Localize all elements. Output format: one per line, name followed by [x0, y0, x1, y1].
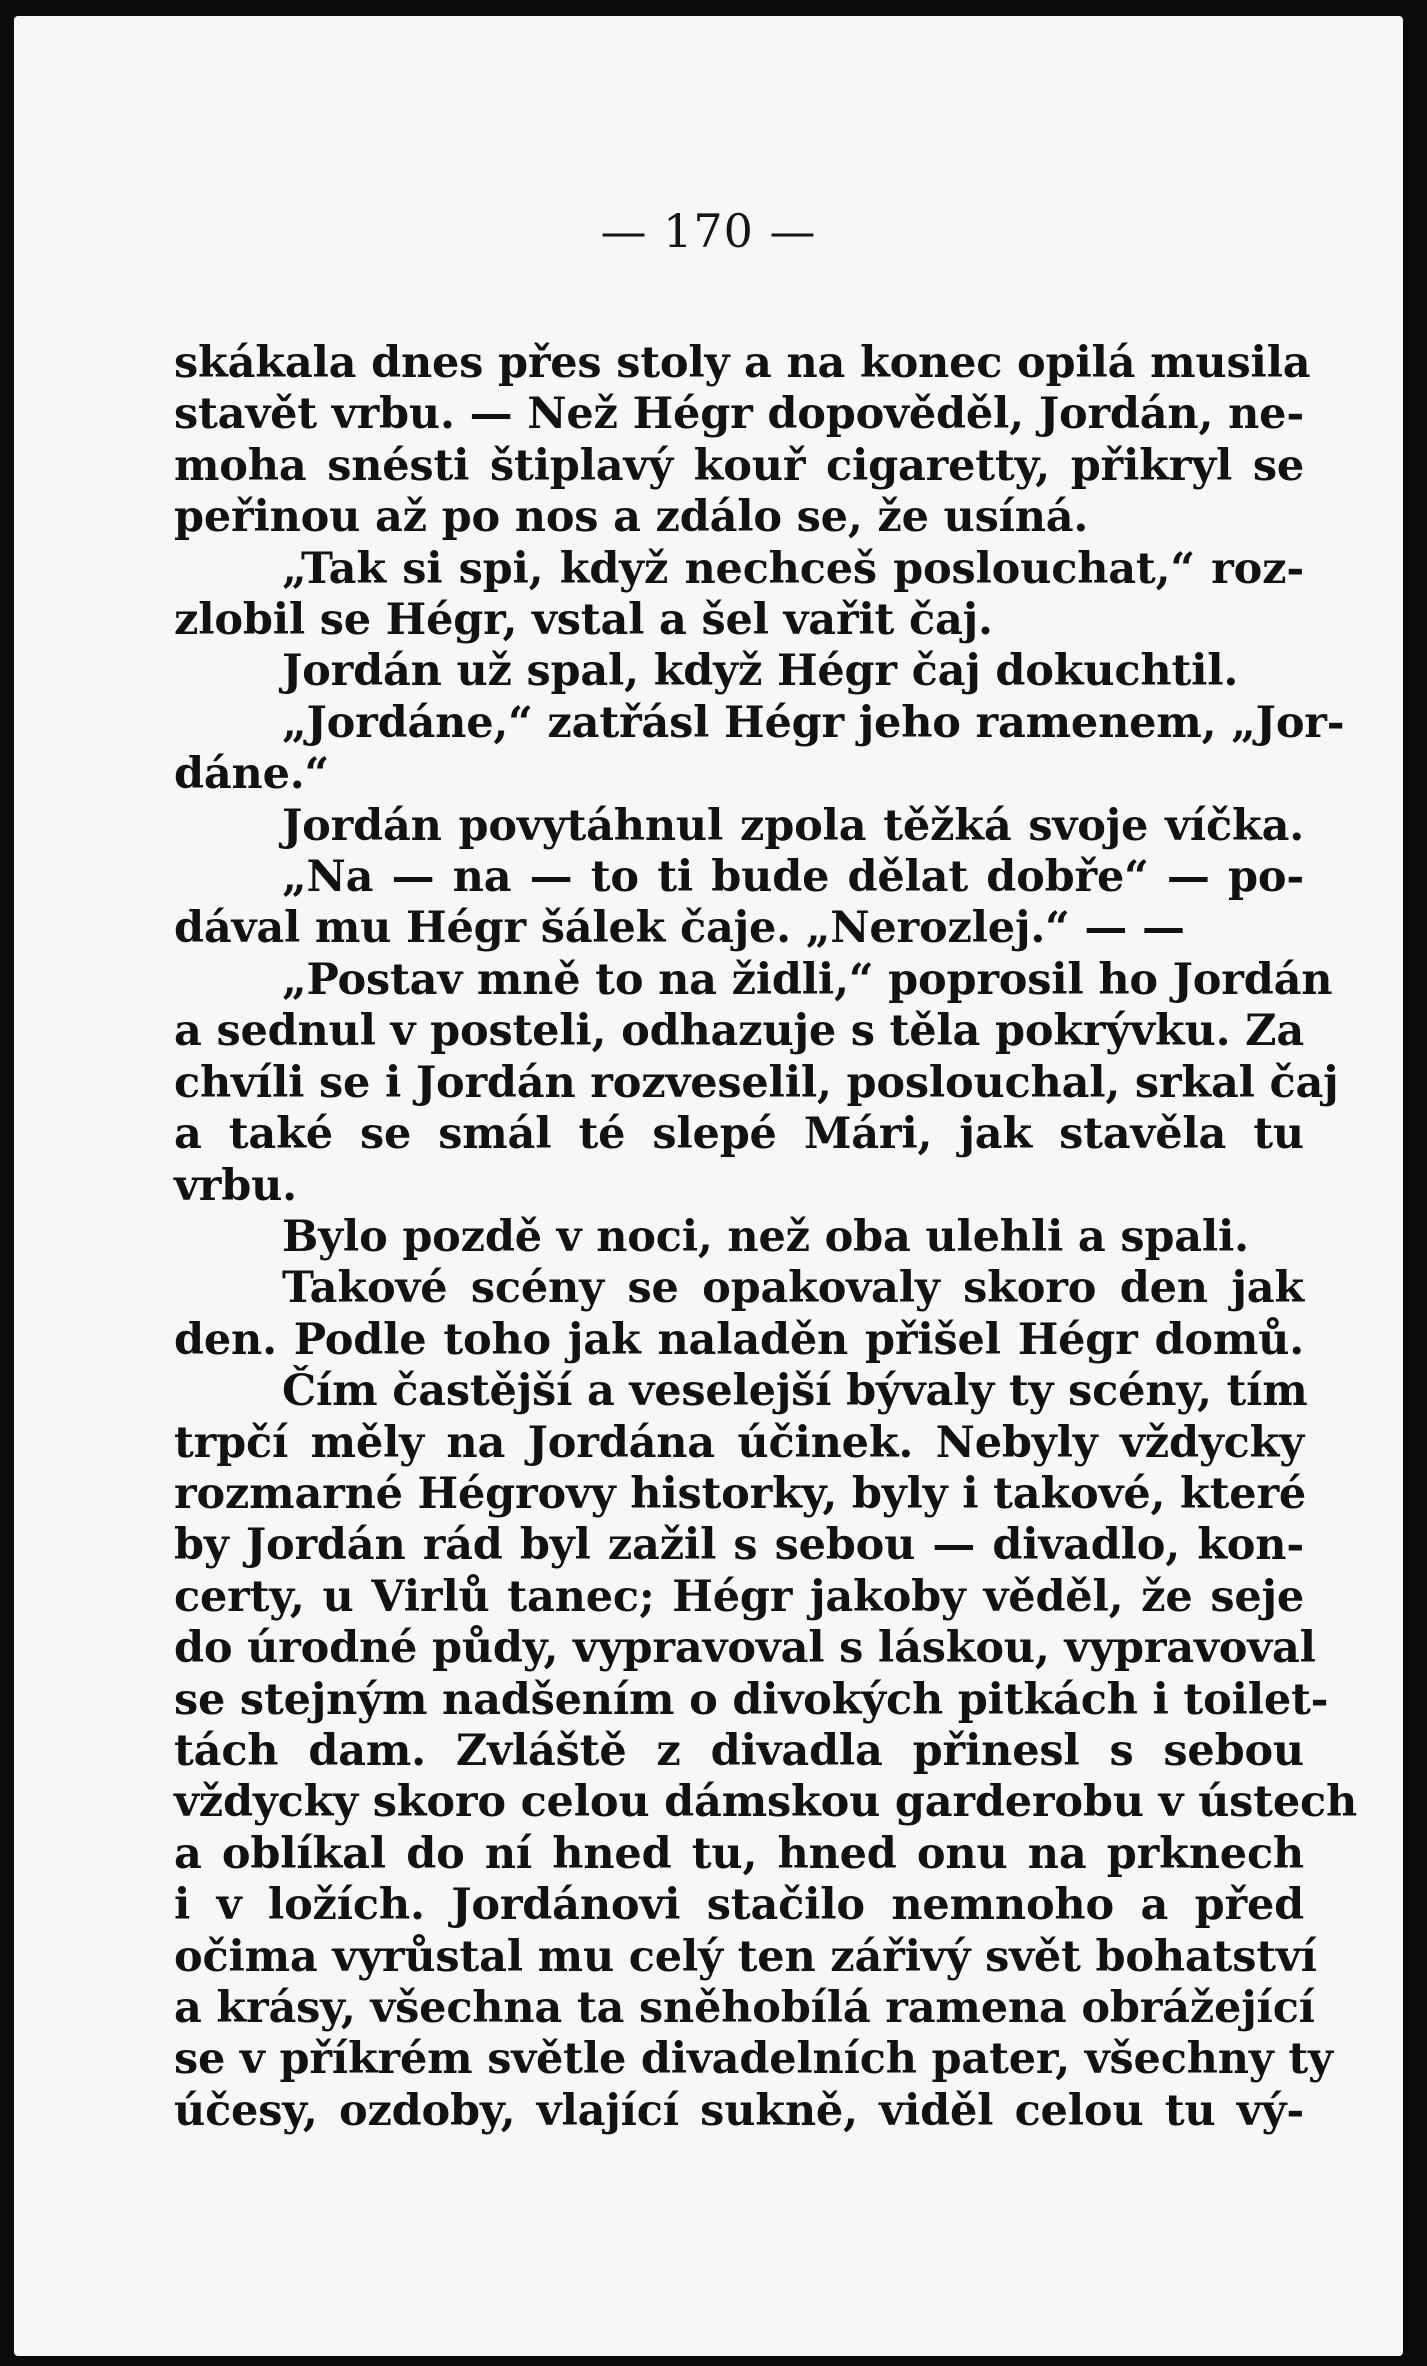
text-line: se stejným nadšením o divokých pitkách i toilet-: [174, 1674, 1329, 1725]
text-line: zlobil se Hégr, vstal a šel vařit čaj.: [174, 595, 993, 646]
page-number: — 170 —: [600, 204, 817, 258]
text-line: Jordán povytáhnul zpola těžká svoje víčka.: [282, 800, 1304, 851]
text-line: Bylo pozdě v noci, než oba ulehli a spali.: [282, 1211, 1249, 1262]
text-line: moha snésti štiplavý kouř cigaretty, přikryl se: [174, 440, 1304, 491]
text-line: „Na — na — to ti bude dělat dobře“ — po-: [282, 852, 1304, 903]
text-line: „Tak si spi, když nechceš poslouchat,“ roz-: [282, 543, 1304, 594]
text-line: rozmarné Hégrovy historky, byly i takové, které: [174, 1468, 1307, 1519]
text-line: vrbu.: [174, 1160, 297, 1211]
text-line: Čím častější a veselejší bývaly ty scény, tím: [282, 1366, 1308, 1417]
text-line: dáne.“: [174, 749, 330, 800]
text-line: certy, u Virlů tanec; Hégr jakoby věděl, že seje: [174, 1571, 1304, 1622]
text-line: Takové scény se opakovaly skoro den jak: [282, 1263, 1304, 1314]
text-line: Jordán už spal, když Hégr čaj dokuchtil.: [282, 646, 1239, 697]
text-line: a také se smál té slepé Mári, jak stavěla tu: [174, 1109, 1304, 1160]
text-line: tách dam. Zvláště z divadla přinesl s sebou: [174, 1725, 1304, 1776]
text-line: a sednul v posteli, odhazuje s těla pokrývku. Za: [174, 1006, 1304, 1057]
text-line: i v ložích. Jordánovi stačilo nemnoho a před: [174, 1880, 1304, 1931]
text-line: účesy, ozdoby, vlající sukně, viděl celou tu vý-: [174, 2085, 1304, 2136]
book-page: [14, 16, 1403, 2356]
text-line: stavět vrbu. — Než Hégr dopověděl, Jordán, ne-: [174, 389, 1304, 440]
text-line: den. Podle toho jak naladěn přišel Hégr domů.: [174, 1314, 1304, 1365]
text-line: dával mu Hégr šálek čaje. „Nerozlej.“ — —: [174, 903, 1185, 954]
text-line: chvíli se i Jordán rozveselil, poslouchal, srkal čaj: [174, 1057, 1339, 1108]
text-line: se v příkrém světle divadelních pater, všechny ty: [174, 2034, 1333, 2085]
text-line: a oblíkal do ní hned tu, hned onu na prknech: [174, 1828, 1304, 1879]
text-line: očima vyrůstal mu celý ten zářivý svět bohatství: [174, 1931, 1317, 1982]
text-line: „Jordáne,“ zatřásl Hégr jeho ramenem, „Jor-: [282, 697, 1345, 748]
text-line: do úrodné půdy, vypravoval s láskou, vypravoval: [174, 1623, 1316, 1674]
body-text: [174, 338, 1358, 2137]
text-line: skákala dnes přes stoly a na konec opilá musila: [174, 338, 1311, 388]
scan-border: [1403, 0, 1427, 2366]
text-line: „Postav mně to na židli,“ poprosil ho Jordán: [282, 954, 1333, 1005]
text-line: a krásy, všechna ta sněhobílá ramena obrážející: [174, 1983, 1315, 2033]
text-line: peřinou až po nos a zdálo se, že usíná.: [174, 492, 1089, 543]
text-line: by Jordán rád byl zažil s sebou — divadlo, kon-: [174, 1520, 1304, 1571]
text-line: vždycky skoro celou dámskou garderobu v ústech: [174, 1777, 1358, 1828]
text-line: trpčí měly na Jordána účinek. Nebyly vždycky: [174, 1417, 1304, 1468]
